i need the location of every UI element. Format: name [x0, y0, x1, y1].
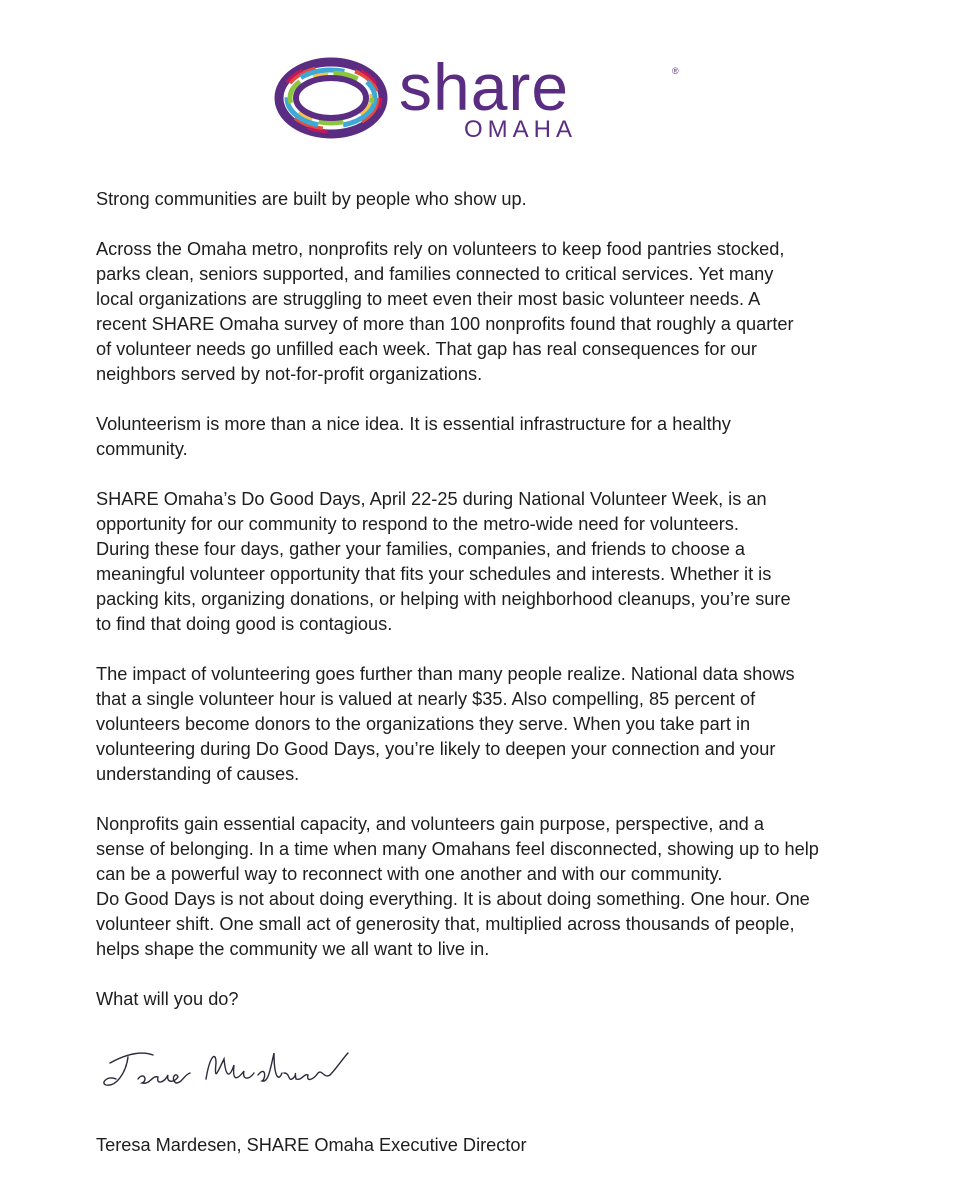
signature: [98, 1035, 368, 1115]
logo-subtitle: OMAHA: [464, 116, 578, 143]
logo-brand: share: [399, 50, 570, 124]
text-line: can be a powerful way to reconnect with one another and with our community.: [96, 864, 723, 884]
text-line: Across the Omaha metro, nonprofits rely on volunteers to keep food pantries stocked,: [96, 239, 785, 259]
text-line: SHARE Omaha’s Do Good Days, April 22-25 during National Volunteer Week, is an: [96, 489, 767, 509]
text-line: Strong communities are built by people who show up.: [96, 189, 527, 209]
text-line: During these four days, gather your families, companies, and friends to choose a: [96, 539, 746, 559]
text-line: The impact of volunteering goes further than many people realize. National data shows: [96, 664, 795, 684]
text-line: packing kits, organizing donations, or helping with neighborhood cleanups, you’re sure: [96, 589, 791, 609]
paragraph: [96, 237, 896, 387]
text-line: community.: [96, 439, 188, 459]
text-line: recent SHARE Omaha survey of more than 100 nonprofits found that roughly a quarter: [96, 314, 794, 334]
letter-body: [96, 187, 896, 1037]
paragraph: [96, 187, 896, 212]
signer-name: Teresa Mardesen, SHARE Omaha Executive Director: [96, 1135, 527, 1155]
paragraph: [96, 662, 896, 787]
paragraph: [96, 812, 896, 962]
paragraph: [96, 412, 896, 462]
text-line: Do Good Days is not about doing everything. It is about doing something. One hour. One: [96, 889, 810, 909]
paragraph: [96, 487, 896, 637]
text-line: that a single volunteer hour is valued at nearly $35. Also compelling, 85 percent of: [96, 689, 756, 709]
text-line: of volunteer needs go unfilled each week. That gap has real consequences for our: [96, 339, 757, 359]
text-line: parks clean, seniors supported, and families connected to critical services. Yet many: [96, 264, 774, 284]
text-line: volunteer shift. One small act of generosity that, multiplied across thousands of people,: [96, 914, 795, 934]
text-line: understanding of causes.: [96, 764, 300, 784]
text-line: neighbors served by not-for-profit organizations.: [96, 364, 483, 384]
text-line: Nonprofits gain essential capacity, and volunteers gain purpose, perspective, and a: [96, 814, 764, 834]
text-line: meaningful volunteer opportunity that fits your schedules and interests. Whether it is: [96, 564, 772, 584]
text-line: sense of belonging. In a time when many Omahans feel disconnected, showing up to help: [96, 839, 819, 859]
registered-mark: ®: [672, 66, 679, 76]
text-line: Volunteerism is more than a nice idea. It is essential infrastructure for a healthy: [96, 414, 731, 434]
text-line: volunteers become donors to the organizations they serve. When you take part in: [96, 714, 751, 734]
text-line: volunteering during Do Good Days, you’re likely to deepen your connection and your: [96, 739, 776, 759]
paragraph: [96, 987, 896, 1012]
text-line: What will you do?: [96, 989, 239, 1009]
text-line: to find that doing good is contagious.: [96, 614, 393, 634]
text-line: helps shape the community we all want to live in.: [96, 939, 490, 959]
text-line: local organizations are struggling to meet even their most basic volunteer needs. A: [96, 289, 761, 309]
text-line: opportunity for our community to respond to the metro-wide need for volunteers.: [96, 514, 739, 534]
ring-icon: [279, 62, 383, 134]
share-omaha-logo: [274, 50, 694, 150]
